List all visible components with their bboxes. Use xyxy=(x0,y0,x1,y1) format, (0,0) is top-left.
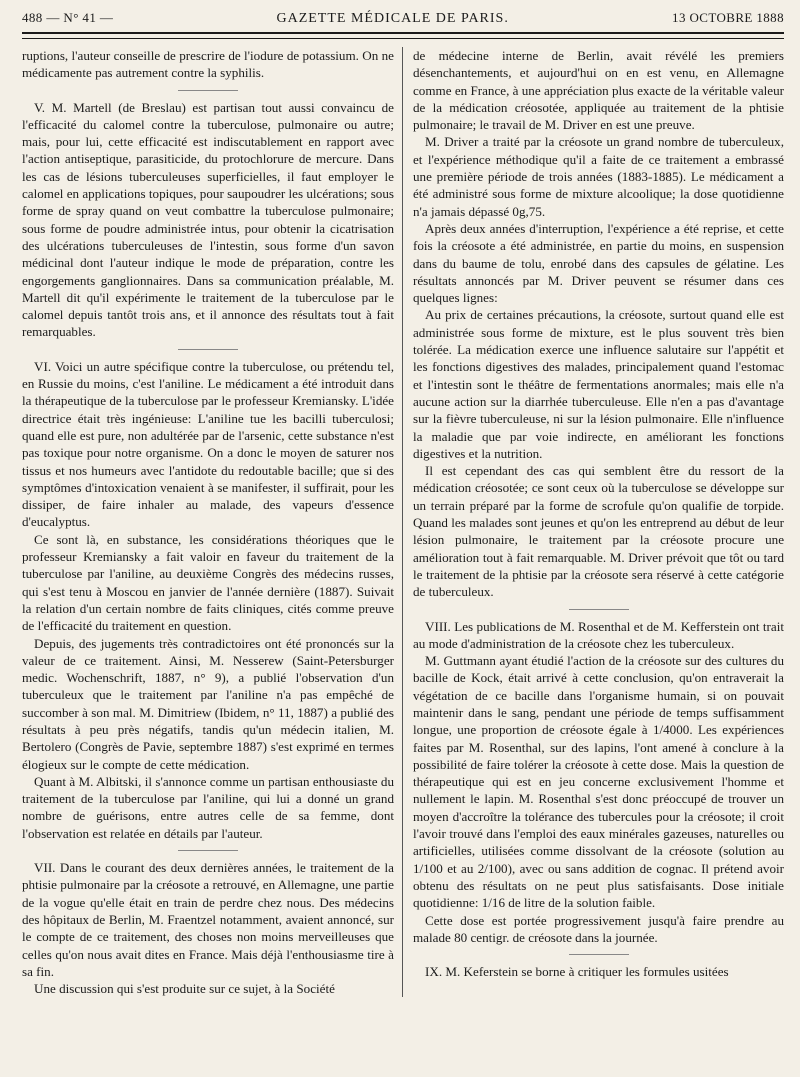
paragraph: M. Guttmann ayant étudié l'action de la créosote sur des cultures du bacille de Kock, était arrivé à cette conclusion, qu'on entraverait la végétation de ce bacille dans l'organisme humain, si on pouvait maintenir dans le sang, pendant une période de temps suffisamment longue, une proportion de créosote égale à 1/4000. Les expériences faites par M. Rosenthal, sur des lapins, l'ont amené à conclure à la possibilité de faire tolérer la créosote à cette dose. Mais la question de thérapeutique qui est en jeu concerne exclusivement l'homme et nullement le lapin. M. Rosenthal s'est donc préoccupé de trouver un moyen d'accroître la tolérance des tubercules pour la créosote; il croit l'avoir trouvé dans l'emploi des eaux minérales gazeuses, naturelles ou artificielles, utilisées comme dissolvant de la créosote (solution au 1/100 et au 2/100), avec ou sans addition de cognac. Il prétend avoir obtenu des résultats on ne peut plus satisfaisants. Dose initiale quotidienne: 1/16 de litre de la solution faible. xyxy=(413,653,784,911)
paragraph: de médecine interne de Berlin, avait révélé les premiers désenchantements, et aujourd'hui on en est venu, en Allemagne comme en France, à une appréciation plus exacte de la véritable valeur de la médication créosotée, appliquée au traitement de la phtisie pulmonaire; le travail de M. Driver en est une preuve. xyxy=(413,48,784,133)
section-divider xyxy=(569,954,629,955)
paragraph: M. Driver a traité par la créosote un grand nombre de tuberculeux, et l'expérience méthodique qu'il a faite de ce traitement a embrassé une première période de trois années (1883-1885). Le médicament a été administré sous forme de mixture alcoolique; la dose quotidienne n'a jamais dépassé 0g,75. xyxy=(413,134,784,219)
section-divider xyxy=(178,850,238,851)
paragraph: Il est cependant des cas qui semblent être du ressort de la médication créosotée; ce sont ceux où la tuberculose se développe sur un terrain préparé par la forme de scrofule qu'on qualifie de torpide. Quand les malades sont jeunes et qu'on les entreprend au début de leur lésion pulmonaire, le traitement par la créosote procure une amélioration tout à fait remarquable. M. Driver prévoit que tôt ou tard le traitement de la phtisie par la créosote sera réservé à cette catégorie de tuberculeux. xyxy=(413,463,784,600)
paragraph: Cette dose est portée progressivement jusqu'à faire prendre au malade 80 centigr. de créosote dans la journée. xyxy=(413,912,784,945)
paragraph: VI. Voici un autre spécifique contre la tuberculose, ou prétendu tel, en Russie du moins, c'est l'aniline. Le médicament a été introduit dans la thérapeutique de la tuberculose par le professeur Kremiansky. L'idée directrice était très ingénieuse: L'aniline tue les bacilli tuberculosi; quand elle est pure, non adultérée par de l'arsenic, cette substance n'est pas toxique pour notre organisme. On a donc le moyen de saturer nos tissus et nos humeurs avec l'antidote du redoutable bacille; que si des symptômes d'intoxication venaient à se manifester, il suffirait, pour les dissiper, de faire inhaler au malade, des vapeurs d'essence d'eucalyptus. xyxy=(22,358,394,530)
page-header xyxy=(22,10,784,32)
paragraph: VIII. Les publications de M. Rosenthal et de M. Kefferstein ont trait au mode d'administration de la créosote chez les tuberculeux. xyxy=(413,618,784,651)
left-column xyxy=(22,47,402,997)
section-divider xyxy=(178,349,238,350)
paragraph: Depuis, des jugements très contradictoires ont été prononcés sur la valeur de ce traitement. Ainsi, M. Nesserew (Saint-Petersburger medic. Wochenschrift, 1887, n° 9), a publié l'observation d'un tuberculeux que le traitement par l'aniline n'a pas empêché de succomber à son mal. M. Dimitriew (Ibidem, n° 11, 1887) a publié des résultats à peu près négatifs, tandis qu'un médecin italien, M. Bertolero (Congrès de Pavie, septembre 1887) s'est exprimé en termes élogieux sur le compte de cette médication. xyxy=(22,635,394,772)
section-divider xyxy=(569,609,629,610)
page-number: 488 — N° 41 — xyxy=(22,10,114,25)
paragraph: Au prix de certaines précautions, la créosote, surtout quand elle est administrée sous forme de mixture, est le plus souvent très bien tolérée. La médication exerce une influence salutaire sur l'appétit et les fonctions digestives des malades, principalement quand l'estomac et l'intestin sont le théâtre de fermentations anormales; mais elle n'a aucune action sur la diarrhée tuberculeuse. Elle n'en a pas d'avantage sur la fièvre tuberculeuse, ni sur la lésion pulmonaire. Elle n'influence la maladie que par voie indirecte, en améliorant les fonctions digestives et la nutrition. xyxy=(413,307,784,461)
paragraph: Une discussion qui s'est produite sur ce sujet, à la Société xyxy=(34,981,335,997)
publication-title: GAZETTE MÉDICALE DE PARIS. xyxy=(276,11,509,26)
text-columns xyxy=(22,47,784,997)
paragraph: VII. Dans le courant des deux dernières années, le traitement de la phtisie pulmonaire par la créosote a retrouvé, en Allemagne, une partie de la vogue qu'elle était en train de perdre chez nous. Des médecins des hôpitaux de Berlin, M. Fraentzel notamment, avaient annoncé, sur le compte de ce traitement, des choses non moins merveilleuses que celles qu'on nous avait dites en France. Mais déjà l'enthousiasme tire à sa fin. xyxy=(22,860,394,979)
paragraph: ruptions, l'auteur conseille de prescrire de l'iodure de potassium. On ne médicamente pas autrement contre la syphilis. xyxy=(22,48,394,81)
paragraph: Ce sont là, en substance, les considérations théoriques que le professeur Kremiansky a fait valoir en faveur du traitement de la tuberculose par l'aniline, au deuxième Congrès des médecins russes, qui s'est tenu à Moscou en janvier de l'année dernière (1887). Suivait la relation d'un certain nombre de faits cliniques, cités comme preuve de l'efficacité du traitement en question. xyxy=(22,531,394,634)
header-rule xyxy=(22,32,784,34)
issue-date: 13 OCTOBRE 1888 xyxy=(672,10,784,25)
right-column xyxy=(402,47,784,997)
paragraph: IX. M. Keferstein se borne à critiquer les formules usitées xyxy=(425,964,729,980)
header-rule-thin xyxy=(22,38,784,39)
section-divider xyxy=(178,90,238,91)
paragraph: Après deux années d'interruption, l'expérience a été reprise, et cette fois la créosote a été administrée, en partie du moins, en suspension dans du baume de tolu, enrobé dans des capsules de gélatine. Les résultats annoncés par M. Driver peuvent se résumer dans ces quelques lignes: xyxy=(413,220,784,306)
paragraph: V. M. Martell (de Breslau) est partisan tout aussi convaincu de l'efficacité du calomel contre la tuberculose, pulmonaire ou autre; mais, pour lui, cette efficacité est indiscutablement en rapport avec l'action antiseptique, parasiticide, du protochlorure de mercure. Dans les cas de lésions tuberculeuses superficielles, il faut employer le calomel en applications topiques, pour saupoudrer les ulcérations; sous forme de spray quand on veut combattre la tuberculose pulmonaire; sous forme de poudre administrée intus, pour obtenir la cicatrisation des ulcérations tuberculeuses de l'intestin, sous forme d'un savon médicinal dont l'auteur indique le mode de préparation, contre les engorgements ganglionnaires. Dans sa communication préalable, M. Martell dit qu'il expérimente le traitement de la tuberculose par le calomel depuis tantôt trois ans, et il annonce des résultats tout à fait remarquables. xyxy=(22,99,394,340)
paragraph: Quant à M. Albitski, il s'annonce comme un partisan enthousiaste du traitement de la tuberculose par l'aniline, qui lui a donné un grand nombre de guérisons, entre autres celle de sa femme, dont l'observation est relatée en détails par l'auteur. xyxy=(22,773,394,841)
